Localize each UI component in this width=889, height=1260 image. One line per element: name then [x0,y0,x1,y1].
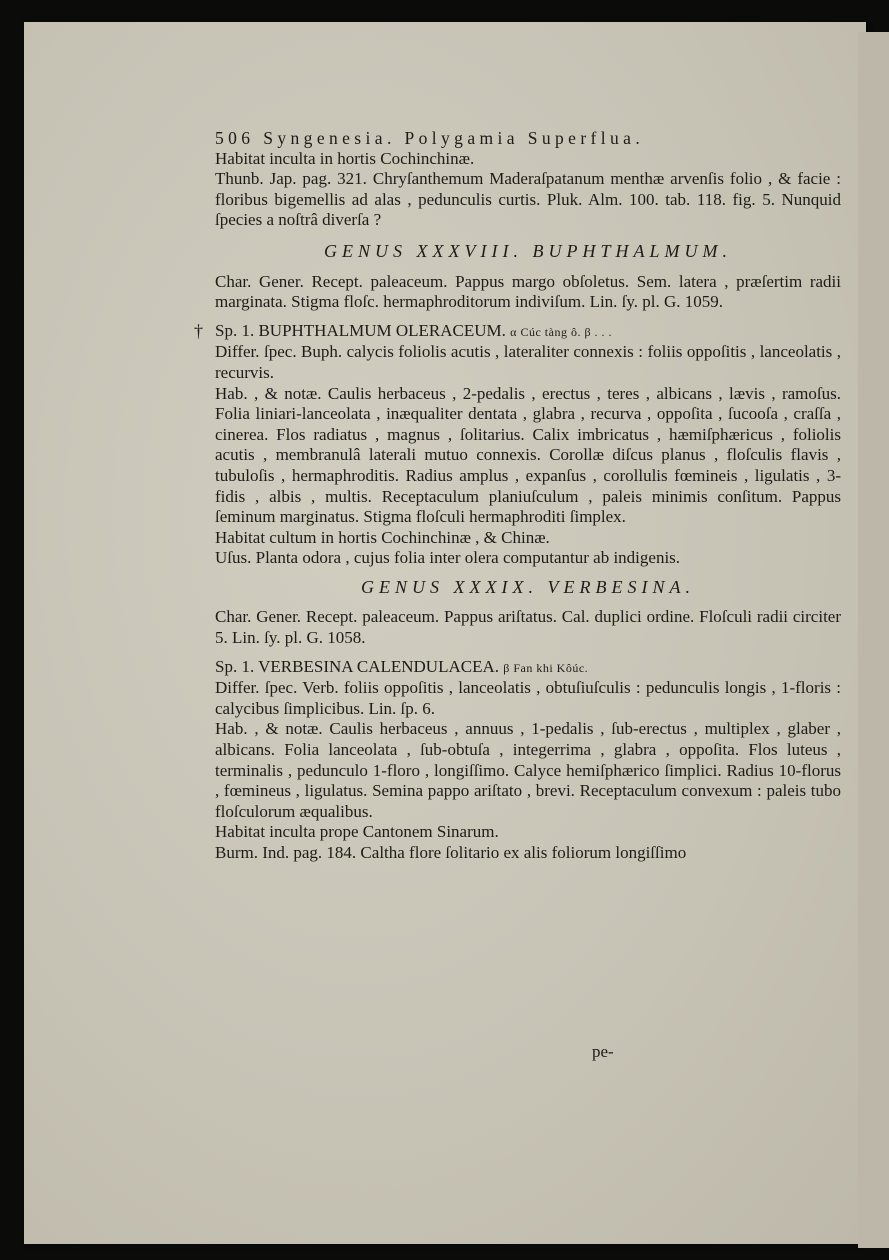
species-heading-oleraceum [194,320,841,343]
adjacent-page-edge [858,32,889,1248]
thunberg-reference: Thunb. Jap. pag. 321. Chryſanthemum Maderaſpatanum menthæ arvenſis folio , & facie : floribus bigemellis ad alas , pedunculis curtis. Pluk. Alm. 100. tab. 118. fig. 5. Nunquid ſpecies a noſtrâ diverſa ? [215,169,841,230]
page-number: 506 [215,128,255,148]
differ-oleraceum: Differ. ſpec. Buph. calycis foliolis acutis , lateraliter connexis : foliis oppoſitis , lanceolatis , recurvis. [215,342,841,382]
species-vernacular: β Fan khi Kôúc. [503,660,589,675]
habitat-oleraceum: Habitat cultum in hortis Cochinchinæ , & Chinæ. [215,527,550,547]
species-vernacular: α Cúc tàng ô. β . . . [510,324,613,339]
hab-notae-oleraceum: Hab. , & notæ. Caulis herbaceus , 2-pedalis , erectus , teres , albicans , lævis , ramoſus. Folia liniari-lanceolata , inæqualiter dentata , glabra , recurva , oppoſita , ſucooſa , craſſa , cinerea. Flos radiatus , magnus , ſolitarius. Calix imbricatus , hæmiſphæricus , foliolis acutis , membranulâ laterali mutuo connexis. Corollæ diſcus planus , floſculis flavis , tubuloſis , hermaphroditis. Radius amplus , expanſus , corollulis fœmineis , ligulatis , 3-fidis , albis , multis. Receptaculum planiuſculum , paleis minimis conſitum. Pappus ſeminum marginatus. Stigma floſculi hermaphroditi ſimplex. [215,383,841,527]
genus-heading-verbesina: GENUS XXXIX. VERBESINA. [361,576,695,597]
char-gener-verbesina: Char. Gener. Recept. paleaceum. Pappus ariſtatus. Cal. duplici ordine. Floſculi radii circiter 5. Lin. ſy. pl. G. 1058. [215,607,841,648]
page-text [194,128,841,864]
species-title: Sp. 1. VERBESINA CALENDULACEA. [215,656,499,676]
running-header [215,128,841,149]
species-title: Sp. 1. BUPHTHALMUM OLERACEUM. [215,320,506,340]
habitat-calendulacea: Habitat inculta prope Cantonem Sinarum. [215,822,499,842]
running-title: Syngenesia. Polygamia Superflua. [263,128,645,148]
catchword: pe- [592,1042,614,1061]
habitat-line: Habitat inculta in hortis Cochinchinæ. [215,148,475,168]
hab-notae-calendulacea: Hab. , & notæ. Caulis herbaceus , annuus , 1-pedalis , ſub-erectus , multiplex , glaber , albicans. Folia lanceolata , ſub-obtuſa , integerrima , glabra , oppoſita. Flos luteus , terminalis , pedunculo 1-floro , longiſſimo. Calyce hemiſphærico ſimplici. Radius 10-florus , fœmineus , ligulatus. Semina pappo ariſtato , brevi. Receptaculum convexum : paleis tubo floſculorum æqualibus. [215,719,841,821]
differ-calendulacea: Differ. ſpec. Verb. foliis oppoſitis , lanceolatis , obtuſiuſculis : pedunculis longis , 1-floris : calycibus ſimplicibus. Lin. ſp. 6. [215,678,841,718]
usus-oleraceum: Uſus. Planta odora , cujus folia inter olera computantur ab indigenis. [215,548,681,568]
species-heading-calendulacea [215,657,841,679]
burman-reference: Burm. Ind. pag. 184. Caltha flore ſolitario ex alis foliorum longiſſimo [215,843,687,862]
char-gener-buphthalmum: Char. Gener. Recept. paleaceum. Pappus margo obſoletus. Sem. latera , præſertim radii marginata. Stigma floſc. hermaphroditorum indiviſum. Lin. ſy. pl. G. 1059. [215,271,841,312]
dagger-mark: † [194,320,203,341]
genus-heading-buphthalmum: GENUS XXXVIII. BUPHTHALMUM. [324,240,732,261]
